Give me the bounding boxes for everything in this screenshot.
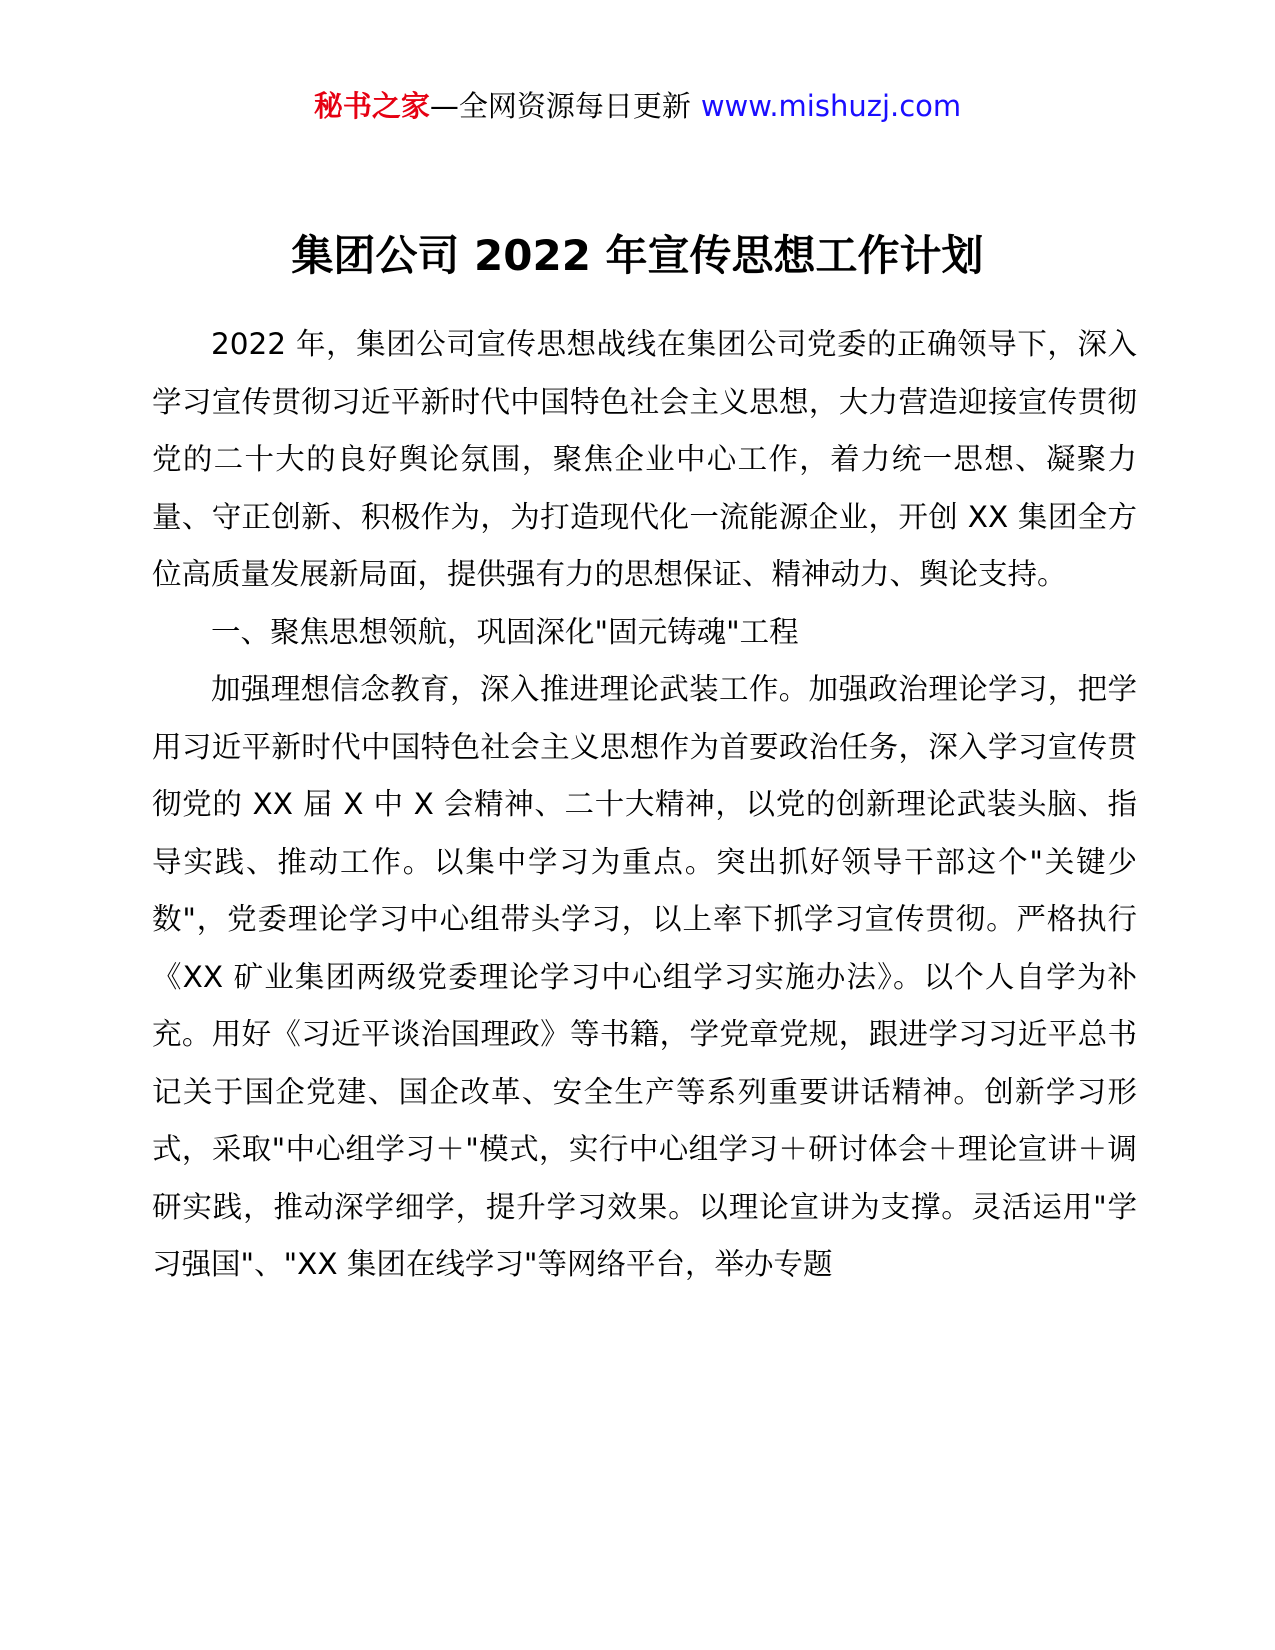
brand-name: 秘书之家 [313,89,430,123]
site-url-link[interactable]: www.mishuzj.com [700,89,962,123]
section-heading: 一、聚焦思想领航，巩固深化"固元铸魂"工程 [211,614,799,649]
header-slogan: —全网资源每日更新 [429,89,691,123]
document-body [152,316,1137,1294]
document-title: 集团公司 2022 年宣传思想工作计划 [291,231,984,280]
intro-paragraph: 2022 年，集团公司宣传思想战线在集团公司党委的正确领导下，深入学习宣传贯彻习近平新时代中国特色社会主义思想，大力营造迎接宣传贯彻党的二十大的良好舆论氛围，聚焦企业中心工作，着力统一思想、凝聚力量、守正创新、积极作为，为打造现代化一流能源企业，开创 XX 集团全方位高质量发展新局面，提供强有力的思想保证、精神动力、舆论支持。 [152,327,1137,591]
body-paragraph: 加强理想信念教育，深入推进理论武装工作。加强政治理论学习，把学用习近平新时代中国特色社会主义思想作为首要政治任务，深入学习宣传贯彻党的 XX 届 X 中 X 会精神、二十大精神，以党的创新理论武装头脑、指导实践、推动工作。以集中学习为重点。突出抓好领导干部这个"关键少数"，党委理论学习中心组带头学习，以上率下抓学习宣传贯彻。严格执行《XX 矿业集团两级党委理论学习中心组学习实施办法》。以个人自学为补充。用好《习近平谈治国理政》等书籍，学党章党规，跟进学习习近平总书记关于国企党建、国企改革、安全生产等系列重要讲话精神。创新学习形式，采取"中心组学习＋"模式，实行中心组学习＋研讨体会＋理论宣讲＋调研实践，推动深学细学，提升学习效果。以理论宣讲为支撑。灵活运用"学习强国"、"XX 集团在线学习"等网络平台，举办专题 [152,672,1137,1281]
site-header [0,86,1275,126]
